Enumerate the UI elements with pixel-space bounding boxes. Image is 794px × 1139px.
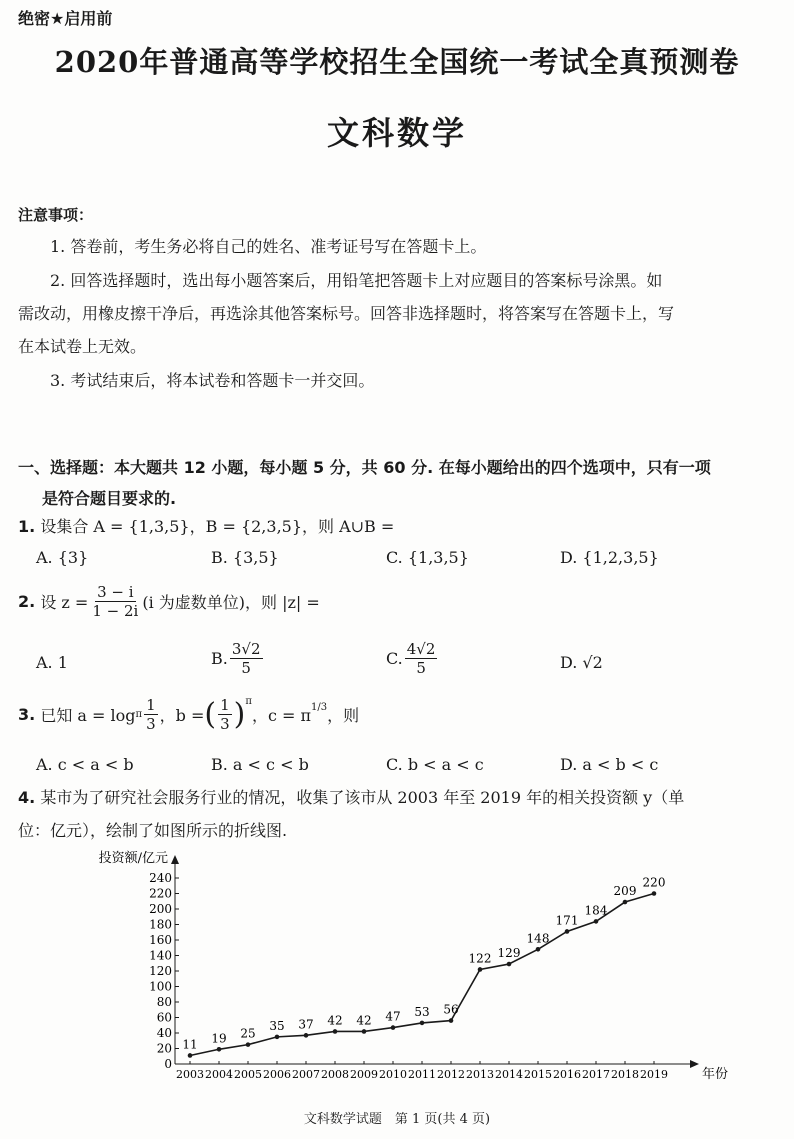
x-tick-label: 2007 <box>292 1068 320 1081</box>
fraction-denominator: 5 <box>241 659 251 677</box>
question-stem-cont: (i 为虚数单位)，则 |z| = <box>142 593 320 612</box>
data-label: 53 <box>414 1004 430 1019</box>
y-tick-label: 160 <box>149 933 172 947</box>
x-tick-label: 2006 <box>263 1068 291 1081</box>
fraction-numerator: 3√2 <box>231 640 261 658</box>
x-tick-label: 2004 <box>205 1068 233 1081</box>
log-base: π <box>135 709 143 720</box>
y-tick-label: 60 <box>156 1010 172 1025</box>
x-tick-label: 2011 <box>408 1068 436 1081</box>
x-tick-label: 2016 <box>553 1068 581 1081</box>
fraction-denominator: 3 <box>146 715 156 733</box>
data-label: 184 <box>584 903 608 918</box>
x-tick-label: 2009 <box>350 1068 378 1081</box>
right-paren: ) <box>233 696 246 732</box>
page-footer: 文科数学试题 第 1 页(共 4 页) <box>303 1112 491 1127</box>
fraction-denominator: 3 <box>220 715 230 733</box>
question-stem-cont: ，b = <box>159 706 205 725</box>
note-item: 需改动，用橡皮擦干净后，再选涂其他答案标号。回答非选择题时，将答案写在答题卡上，写 <box>18 304 675 323</box>
data-point <box>275 1035 280 1040</box>
data-label: 19 <box>211 1031 227 1046</box>
question-number: 4. <box>18 788 36 807</box>
x-tick-label: 2014 <box>495 1068 523 1081</box>
option-c: C. {1,3,5} <box>386 548 469 567</box>
question-stem: 某市为了研究社会服务行业的情况，收集了该市从 2003 年至 2019 年的相关投资额 y（单 <box>40 788 685 807</box>
question-stem-cont: ，则 <box>327 706 360 725</box>
data-point <box>362 1029 367 1034</box>
question-1 <box>18 514 394 537</box>
fraction-numerator: 1 <box>146 696 156 714</box>
x-tick-label: 2003 <box>176 1068 204 1081</box>
question-number: 2. <box>18 592 36 611</box>
option-c <box>386 640 439 677</box>
data-point <box>623 900 628 905</box>
question-stem: 已知 a = log <box>40 706 136 725</box>
left-paren: ( <box>204 696 217 732</box>
option-d: D. a < b < c <box>560 755 659 774</box>
data-label: 220 <box>642 875 666 890</box>
y-tick-label: 220 <box>149 886 172 901</box>
note-item: 在本试卷上无效。 <box>18 337 147 356</box>
data-label: 56 <box>443 1002 459 1017</box>
y-tick-label: 100 <box>149 979 172 994</box>
section-heading-cont: 是符合题目要求的. <box>42 489 177 508</box>
fraction <box>405 640 438 677</box>
option-b <box>211 640 265 677</box>
data-label: 148 <box>526 931 550 946</box>
x-tick-label: 2008 <box>321 1068 349 1081</box>
exam-title: 2020年普通高等学校招生全国统一考试全真预测卷 <box>54 45 740 79</box>
fraction <box>230 640 263 677</box>
option-a: A. c < a < b <box>36 755 134 774</box>
data-point <box>420 1021 425 1026</box>
fraction <box>218 696 232 733</box>
option-label: B. <box>211 649 228 668</box>
note-item: 1. 答卷前，考生务必将自己的姓名、准考证号写在答题卡上。 <box>50 237 487 256</box>
data-label: 129 <box>497 946 521 961</box>
y-tick-label: 140 <box>149 948 172 963</box>
data-point <box>391 1025 396 1030</box>
x-tick-label: 2015 <box>524 1068 552 1081</box>
exponent: 1/3 <box>311 702 328 713</box>
data-label: 47 <box>385 1009 401 1024</box>
exponent: π <box>245 696 252 707</box>
data-point <box>652 891 657 896</box>
note-item: 3. 考试结束后，将本试卷和答题卡一并交回。 <box>50 371 375 390</box>
fraction <box>144 696 158 733</box>
data-point <box>478 967 483 972</box>
y-tick-label: 240 <box>149 871 172 885</box>
data-label: 42 <box>356 1013 372 1028</box>
y-tick-label: 180 <box>149 917 172 932</box>
y-tick-label: 20 <box>156 1041 172 1056</box>
option-b: B. a < c < b <box>211 755 309 774</box>
option-d: D. {1,2,3,5} <box>560 548 659 567</box>
option-d: D. √2 <box>560 653 603 672</box>
data-label: 42 <box>327 1013 343 1028</box>
y-tick-label: 120 <box>149 964 172 978</box>
data-point <box>449 1018 454 1023</box>
note-item: 2. 回答选择题时，选出每小题答案后，用铅笔把答题卡上对应题目的答案标号涂黑。如 <box>50 271 663 290</box>
y-tick-label: 0 <box>164 1057 172 1071</box>
y-tick-label: 40 <box>156 1026 172 1040</box>
x-tick-label: 2018 <box>611 1068 639 1081</box>
data-label: 171 <box>555 913 579 928</box>
question-4 <box>18 785 684 808</box>
x-axis-label: 年份 <box>702 1067 729 1082</box>
option-a: A. {3} <box>36 548 89 567</box>
question-number: 3. <box>18 705 36 724</box>
fraction-numerator: 3 − i <box>97 583 134 601</box>
data-label: 122 <box>468 951 492 966</box>
question-stem-cont: ，c = π <box>251 706 312 725</box>
data-point <box>188 1053 193 1058</box>
data-point <box>507 962 512 967</box>
y-tick-label: 200 <box>149 902 172 916</box>
y-axis-arrow <box>171 855 179 864</box>
investment-line-chart <box>60 848 740 1088</box>
question-3 <box>18 696 359 733</box>
data-label: 25 <box>240 1026 256 1041</box>
data-point <box>304 1033 309 1038</box>
question-2 <box>18 583 320 620</box>
data-label: 37 <box>298 1017 314 1032</box>
data-point <box>217 1047 222 1052</box>
question-stem: 设 z = <box>40 593 89 612</box>
data-point <box>565 929 570 934</box>
data-label: 11 <box>182 1037 198 1052</box>
x-tick-label: 2005 <box>234 1068 262 1081</box>
data-point <box>333 1029 338 1034</box>
question-4-cont: 位：亿元），绘制了如图所示的折线图. <box>18 821 288 840</box>
fraction-numerator: 4√2 <box>406 640 436 658</box>
notes-heading: 注意事项： <box>18 206 94 224</box>
fraction-denominator: 1 − 2i <box>92 602 139 620</box>
option-c: C. b < a < c <box>386 755 484 774</box>
series-line <box>190 894 654 1056</box>
data-label: 35 <box>269 1018 285 1033</box>
question-number: 1. <box>18 517 36 536</box>
option-b: B. {3,5} <box>211 548 279 567</box>
fraction-numerator: 1 <box>220 696 230 714</box>
x-tick-label: 2012 <box>437 1068 465 1081</box>
y-axis-label: 投资额/亿元 <box>98 851 168 866</box>
option-a: A. 1 <box>36 653 68 672</box>
x-tick-label: 2013 <box>466 1068 494 1081</box>
x-tick-label: 2010 <box>379 1068 407 1081</box>
data-label: 209 <box>613 884 637 899</box>
y-tick-label: 80 <box>156 995 172 1009</box>
x-axis-arrow <box>690 1060 699 1068</box>
x-tick-label: 2019 <box>640 1068 668 1081</box>
fraction-denominator: 5 <box>416 659 426 677</box>
subject-title: 文科数学 <box>326 114 467 152</box>
fraction <box>90 583 140 620</box>
confidential-label: 绝密★启用前 <box>18 9 113 28</box>
x-tick-label: 2017 <box>582 1068 610 1081</box>
data-point <box>246 1042 251 1047</box>
section-heading: 一、选择题：本大题共 12 小题，每小题 5 分，共 60 分. 在每小题给出的四个选项中，只有一项 <box>18 458 711 477</box>
data-point <box>536 947 541 952</box>
data-point <box>594 919 599 924</box>
option-label: C. <box>386 649 403 668</box>
question-stem: 设集合 A = {1,3,5}，B = {2,3,5}，则 A∪B = <box>40 517 395 536</box>
